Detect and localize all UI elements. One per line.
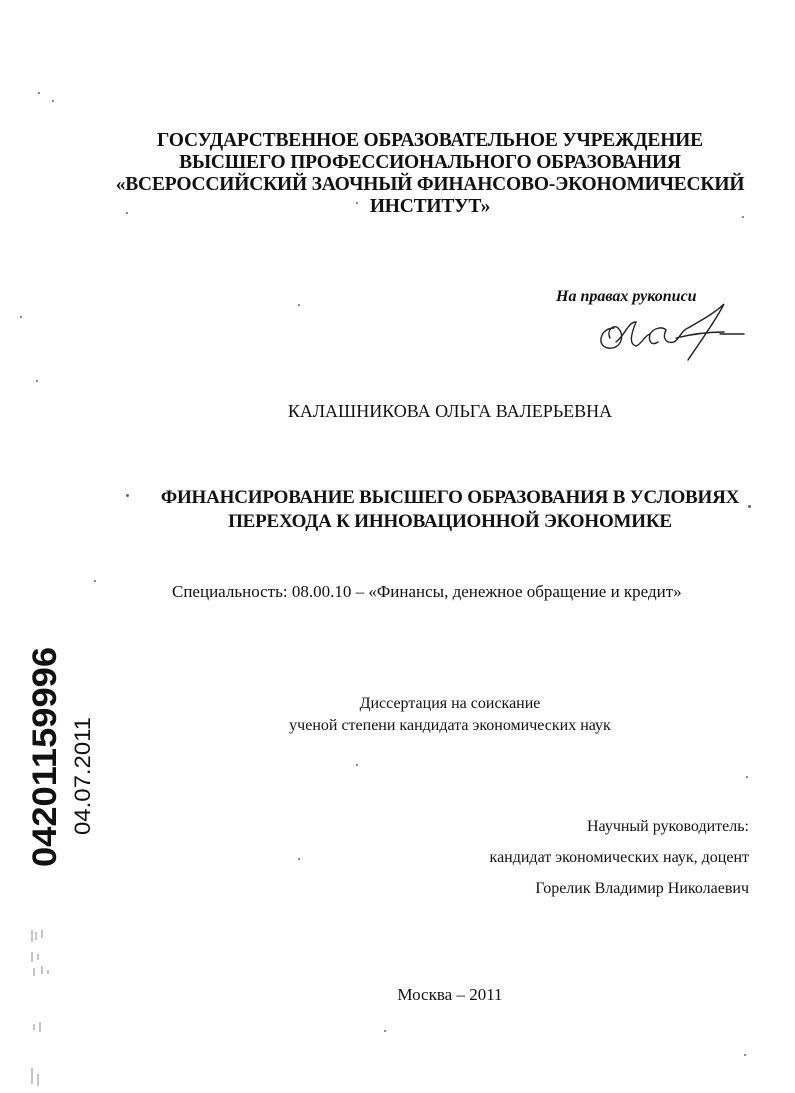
scan-speck [36,380,38,382]
scan-speck [356,764,358,766]
city-year: Москва – 2011 [397,985,503,1004]
scan-speck [38,92,40,94]
institution-header [60,130,795,218]
scan-speck [298,304,300,306]
specialty: Специальность: 08.00.10 – «Финансы, денежное обращение и кредит» [172,582,682,601]
scan-speck [126,494,129,497]
adviser-degree: кандидат экономических наук, доцент [489,849,749,866]
topic-line-2: ПЕРЕХОДА К ИННОВАЦИОННОЙ ЭКОНОМИКЕ [228,511,672,532]
dissertation-line-2: ученой степени кандидата экономических наук [289,717,611,734]
author-name: КАЛАШНИКОВА ОЛЬГА ВАЛЕРЬЕВНА [287,401,613,421]
library-stamp [28,645,100,870]
scan-speck [748,505,751,508]
scan-speck [52,100,54,102]
stamp-date: 04.07.2011 [70,726,95,835]
topic-line-1: ФИНАНСИРОВАНИЕ ВЫСШЕГО ОБРАЗОВАНИЯ В УСЛОВИЯХ [160,487,740,508]
scan-speck [94,580,96,582]
scan-speck [20,316,22,318]
dissertation-statement [200,693,700,737]
handwritten-signature [592,298,752,368]
stamp-number: 04201159996 [28,660,64,867]
dissertation-topic [70,486,795,534]
scan-speck [742,216,744,218]
scan-speck [746,776,748,778]
adviser-name: Горелик Владимир Николаевич [535,880,749,897]
institution-line-2: ВЫСШЕГО ПРОФЕССИОНАЛЬНОГО ОБРАЗОВАНИЯ [179,152,681,173]
adviser-title: Научный руководитель: [586,818,749,835]
scan-marks [28,928,68,1088]
institution-line-3: «ВСЕРОССИЙСКИЙ ЗАОЧНЫЙ ФИНАНСОВО-ЭКОНОМИЧЕСКИЙ [115,174,745,195]
institution-line-1: ГОСУДАРСТВЕННОЕ ОБРАЗОВАТЕЛЬНОЕ УЧРЕЖДЕНИЕ [157,130,703,151]
scan-speck [744,1054,746,1056]
dissertation-line-1: Диссертация на соискание [359,695,541,712]
manuscript-note: На правах рукописи [556,288,697,305]
scan-speck [384,1030,386,1032]
scan-speck [356,202,358,204]
scientific-adviser [490,811,749,904]
scan-speck [126,212,128,214]
scan-speck [298,858,300,860]
institution-line-4: ИНСТИТУТ» [369,196,491,217]
